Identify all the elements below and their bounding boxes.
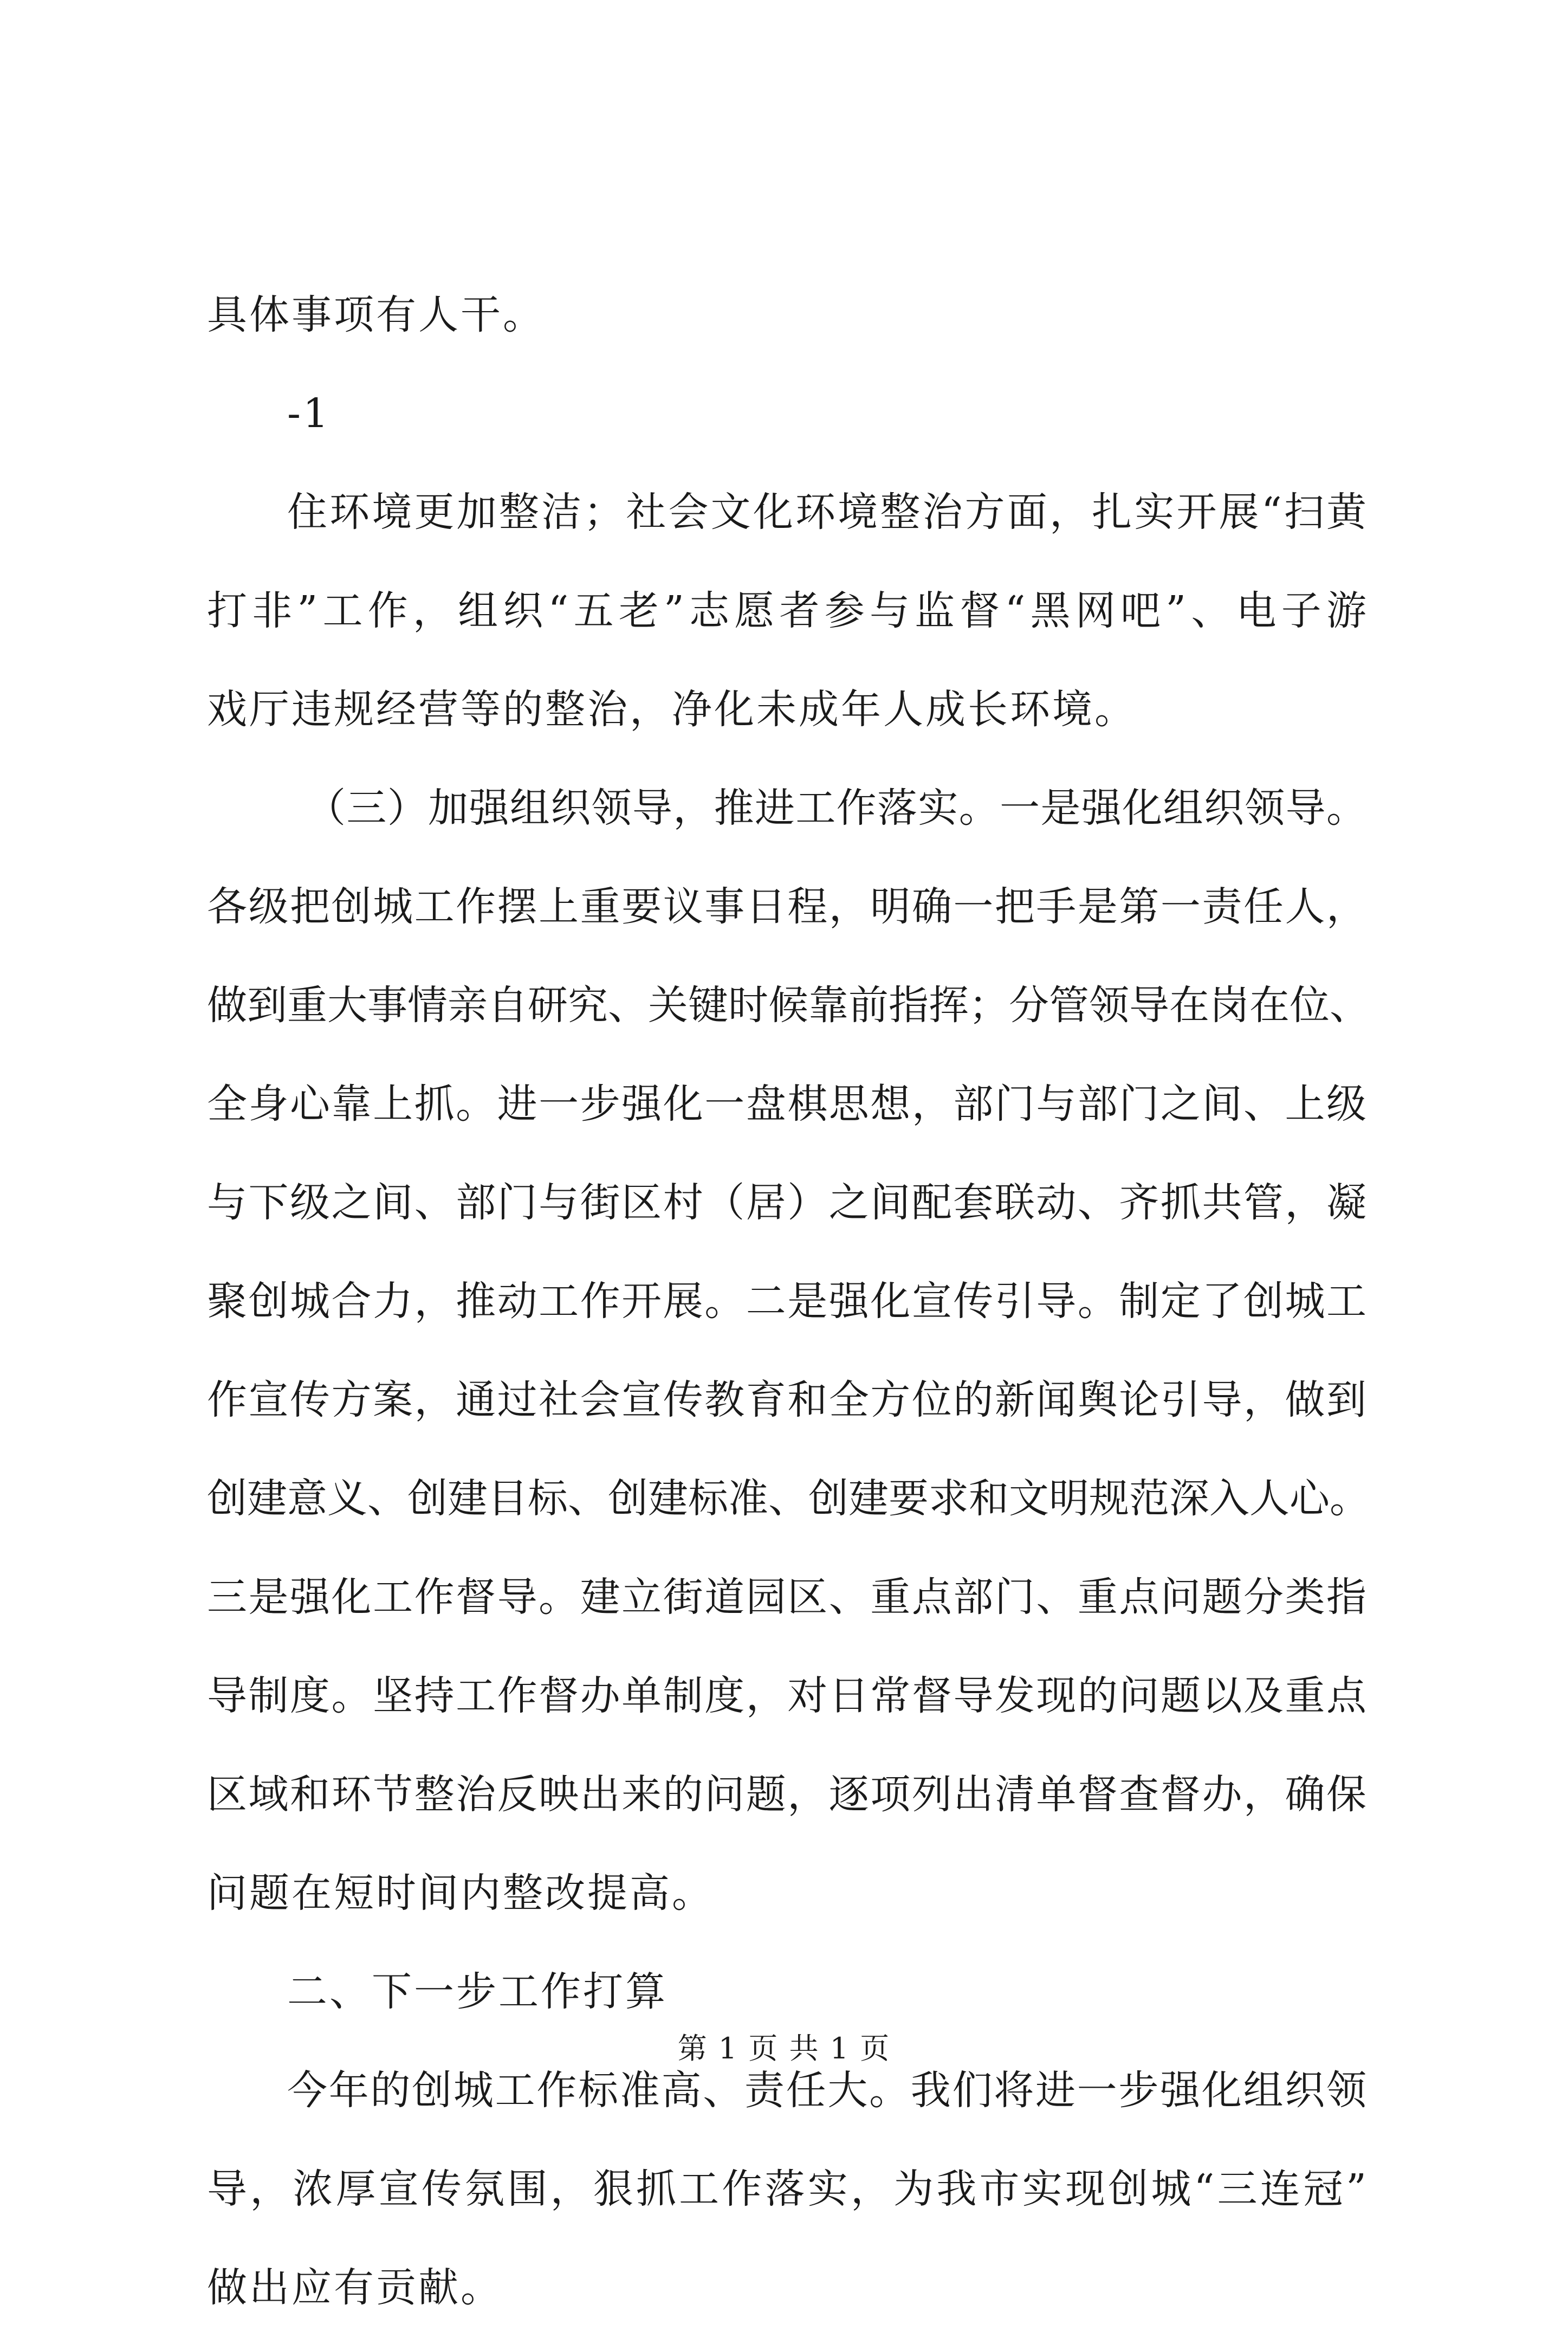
text-line: 全身心靠上抓。进一步强化一盘棋思想，部门与部门之间、上级 [207,1081,1366,1127]
text-line: 与下级之间、部门与街区村（居）之间配套联动、齐抓共管，凝 [207,1179,1366,1226]
text-line: 今年的创城工作标准高、责任大。我们将进一步强化组织领 [287,2067,1366,2114]
text-line: 聚创城合力，推动工作开展。二是强化宣传引导。制定了创城工 [207,1278,1366,1325]
text-line: 作宣传方案，通过社会宣传教育和全方位的新闻舆论引导，做到 [207,1377,1366,1423]
text-line: 创建意义、创建目标、创建标准、创建要求和文明规范深入人心。 [207,1475,1370,1522]
page-number-footer: 第 1 页 共 1 页 [677,2031,891,2065]
text-line: 做出应有贡献。 [207,2264,503,2311]
text-line: -1 [287,390,331,437]
text-line: 打非”工作，组织“五老”志愿者参与监督“黑网吧”、电子游 [207,588,1366,634]
section-heading-line: （三）加强组织领导，推进工作落实。一是强化组织领导。 [306,785,1366,831]
text-line: 住环境更加整洁；社会文化环境整治方面，扎实开展“扫黄 [287,489,1366,535]
text-line: 戏厅违规经营等的整治，净化未成年人成长环境。 [207,686,1137,733]
text-line: 导制度。坚持工作督办单制度，对日常督导发现的问题以及重点 [207,1673,1366,1719]
section-heading: 二、下一步工作打算 [287,1968,668,2015]
text-line: 导，浓厚宣传氛围，狠抓工作落实，为我市实现创城“三连冠” [207,2166,1366,2212]
text-line: 区域和环节整治反映出来的问题，逐项列出清单督查督办，确保 [207,1771,1366,1818]
text-line: 各级把创城工作摆上重要议事日程，明确一把手是第一责任人， [207,883,1366,930]
text-line: 三是强化工作督导。建立街道园区、重点部门、重点问题分类指 [207,1574,1366,1621]
text-line: 问题在短时间内整改提高。 [207,1870,714,1916]
document-body [207,266,1370,2337]
text-line: 具体事项有人干。 [207,292,545,338]
text-line: 做到重大事情亲自研究、关键时候靠前指挥；分管领导在岗在位、 [207,982,1370,1029]
